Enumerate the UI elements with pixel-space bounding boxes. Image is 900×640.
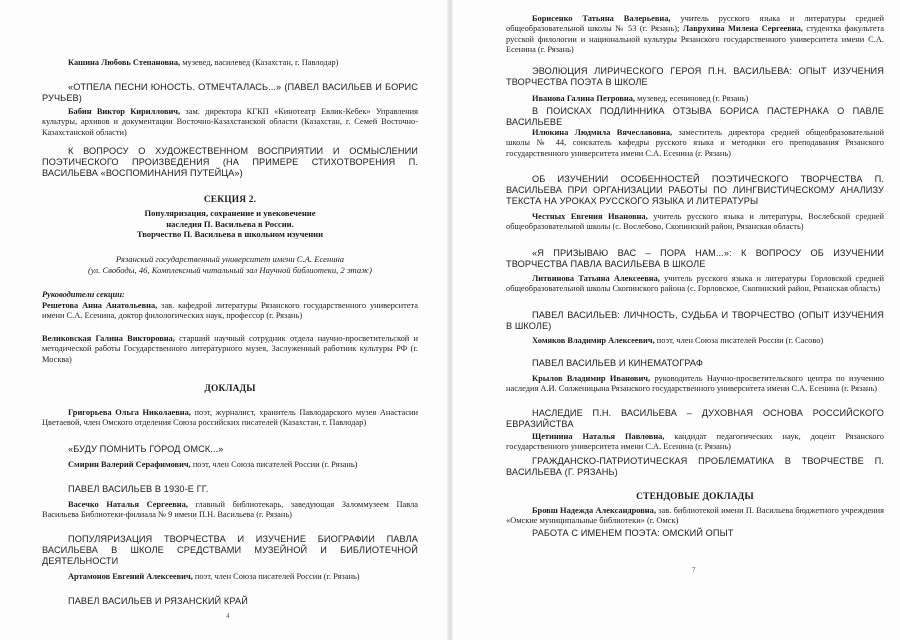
- participant-name: Хомяков Владимир Алексеевич,: [532, 336, 655, 345]
- participant-name: Илюкина Людмила Вячеславовна,: [532, 128, 673, 137]
- participant-name: Честных Евгения Ивановна,: [532, 212, 648, 221]
- participant-name: Иванова Галина Петровна,: [532, 94, 636, 103]
- reports-heading: ДОКЛАДЫ: [204, 384, 256, 394]
- participant-affiliation: учитель русского языка и литературы средней общеобразовательной школы № 53 (г. Рязань);: [506, 14, 884, 34]
- posters-heading: СТЕНДОВЫЕ ДОКЛАДЫ: [636, 492, 754, 502]
- participant-name: Григорьева Ольга Николаевна,: [68, 408, 191, 417]
- report-topic: «БУДУ ПОМНИТЬ ГОРОД ОМСК...»: [68, 444, 224, 454]
- report-topic: ПАВЕЛ ВАСИЛЬЕВ: ЛИЧНОСТЬ, СУДЬБА И ТВОРЧЕСТВО (ОПЫТ ИЗУЧЕНИЯ В ШКОЛЕ): [506, 310, 884, 331]
- report-topic: ПАВЕЛ ВАСИЛЬЕВ И РЯЗАНСКИЙ КРАЙ: [68, 596, 248, 606]
- section-leader: [42, 301, 418, 322]
- venue-address: (ул. Свободы, 46, Комплексный читальный зал Научной библиотеки, 2 этаж): [87, 264, 373, 275]
- participant-entry: [506, 212, 884, 233]
- participant-name: Бровш Надежда Александровна,: [532, 506, 656, 515]
- participant-affiliation: главный библиотекарь, заведующая Заломмузеем Павла Васильева Библиотеки-филиала № 9 имени П.Н. Васильева (г. Рязань): [42, 500, 418, 520]
- participant-name: Борисенко Татьяна Валерьевна,: [532, 14, 671, 23]
- leader-name: Великовская Галина Викторовна,: [42, 334, 175, 343]
- participant-affiliation: поэт, журналист, хранитель Павлодарского музея Анастасии Цветаевой, член Омского отделения Союза российских писателей (Казахстан, г. Павлодар): [42, 408, 419, 428]
- venue-name: Рязанский государственный университет имени С.А. Есенина: [115, 254, 345, 264]
- report-topic: ПАВЕЛ ВАСИЛЬЕВ В 1930-Е ГГ.: [68, 484, 209, 494]
- participant-affiliation: учитель русского языка и литературы, Вослебской средней общеобразовательной школы (с. Вослебово, Скопинский район, Рязанская область): [506, 212, 885, 232]
- participant-name: Смирин Валерий Серафимович,: [68, 460, 191, 469]
- leader-affiliation: старший научный сотрудник отдела научно-просветительской и методической работы Государственного литературного музея, Заслуженный работник культуры РФ (г. Москва): [42, 334, 418, 364]
- participant-entry: [42, 408, 418, 429]
- report-topic: В ПОИСКАХ ПОДЛИННИКА ОТЗЫВА БОРИСА ПАСТЕРНАКА О ПАВЛЕ ВАСИЛЬЕВЕ: [506, 106, 884, 127]
- report-topic: ГРАЖДАНСКО-ПАТРИОТИЧЕСКАЯ ПРОБЛЕМАТИКА В ТВОРЧЕСТВЕ П. ВАСИЛЬЕВА (Г. РЯЗАНЬ): [506, 456, 884, 477]
- participant-entry: [42, 58, 418, 68]
- participant-name: Васечко Наталья Сергеевна,: [68, 500, 188, 509]
- participant-affiliation: зав. библиотекой имени П. Васильева бюджетного учреждения «Омские муниципальные библиотеки» (г. Омск): [506, 506, 885, 526]
- participant-entry: [42, 572, 418, 582]
- participant-entry: [506, 374, 884, 395]
- report-topic: ПАВЕЛ ВАСИЛЬЕВ И КИНЕМАТОГРАФ: [532, 358, 703, 368]
- report-topic: К ВОПРОСУ О ХУДОЖЕСТВЕННОМ ВОСПРИЯТИИ И ОСМЫСЛЕНИИ ПОЭТИЧЕСКОГО ПРОИЗВЕДЕНИЯ (НА ПРИМЕРЕ СТИХОТВОРЕНИЯ П. ВАСИЛЬЕВА «ВОСПОМИНАНИЯ ПУТЕЙЦА»): [42, 146, 418, 178]
- participant-affiliation: музевед, есениновед (г. Рязань): [637, 94, 749, 103]
- participant-entry: [506, 14, 884, 56]
- participant-entry: [506, 506, 884, 527]
- participant-affiliation: студентка факультета русской филологии и национальной культуры Рязанского государственного университета имени С.А. Есенина (г. Рязань): [506, 24, 884, 55]
- section-venue: [42, 254, 418, 275]
- participant-affiliation: заместитель директора средней общеобразовательной школы № 44, соискатель кафедры русского языка и методики его преподавания Рязанского государственного университета имени С.А. Есенина (г. Рязань): [506, 128, 884, 158]
- report-topic: «ОТПЕЛА ПЕСНИ ЮНОСТЬ. ОТМЕЧТАЛАСЬ...» (ПАВЕЛ ВАСИЛЬЕВ И БОРИС РУЧЬЕВ): [42, 82, 418, 103]
- participant-entry: [506, 128, 884, 159]
- report-topic: ОБ ИЗУЧЕНИИ ОСОБЕННОСТЕЙ ПОЭТИЧЕСКОГО ТВОРЧЕСТВА П. ВАСИЛЬЕВА ПРИ ОРГАНИЗАЦИИ РАБОТЫ ПО ЛИНГВИСТИЧЕСКОМУ АНАЛИЗУ ТЕКСТА НА УРОКАХ РУССКОГО ЯЗЫКА И ЛИТЕРАТУРЫ: [506, 174, 884, 206]
- report-topic: РАБОТА С ИМЕНЕМ ПОЭТА: ОМСКИЙ ОПЫТ: [532, 528, 734, 538]
- participant-name: Литвинова Татьяна Алексеевна,: [532, 274, 660, 283]
- report-topic: ЭВОЛЮЦИЯ ЛИРИЧЕСКОГО ГЕРОЯ П.Н. ВАСИЛЬЕВА: ОПЫТ ИЗУЧЕНИЯ ТВОРЧЕСТВА ПОЭТА В ШКОЛЕ: [506, 66, 884, 87]
- participant-name: Кашина Любовь Степановна,: [68, 58, 181, 67]
- section-leader: [42, 334, 418, 365]
- section-title: СЕКЦИЯ 2.: [203, 195, 257, 205]
- participant-affiliation: поэт, член Союза писателей России (г. Рязань): [194, 572, 360, 581]
- participant-affiliation: зам. директора КГКП «Кинотеатр Евлик-Кебек» Управления культуры, архивов и документации Восточно-Казахстанской области (Казахстан, г. Семей Восточно-Казахстанской области): [42, 107, 419, 137]
- participant-affiliation: кандидат педагогических наук, доцент Рязанского государственного университета имени С.А. Есенина (г. Рязань): [506, 432, 884, 452]
- page-number: 4: [226, 612, 230, 620]
- participant-name: Артамонов Евгений Алексеевич,: [68, 572, 193, 581]
- report-topic: НАСЛЕДИЕ П.Н. ВАСИЛЬЕВА – ДУХОВНАЯ ОСНОВА РОССИЙСКОГО ЕВРАЗИЙСТВА: [506, 408, 884, 429]
- participant-name: Крылов Владимир Иванович,: [532, 374, 651, 383]
- participant-entry: [506, 94, 884, 104]
- participant-entry: [506, 432, 884, 453]
- participant-affiliation: учитель русского языка и литературы Горловской средней общеобразовательной школы Скопинского района (с. Горловское, Скопинский район, Рязанская область): [506, 274, 884, 294]
- participant-entry: [42, 500, 418, 521]
- participant-name: Щетинина Наталья Павловна,: [532, 432, 665, 441]
- leader-affiliation: зав. кафедрой литературы Рязанского государственного университета имени С.А. Есенина, доктор филологических наук, профессор (г. Рязань): [42, 301, 418, 321]
- right-page: [450, 0, 900, 640]
- participant-name: Лаврухина Милена Сергеевна,: [682, 24, 803, 34]
- leader-name: Решетова Анна Анатольевна,: [42, 301, 158, 310]
- section-leaders-label: Руководители секции:: [42, 290, 125, 299]
- page-number: 7: [692, 566, 696, 574]
- participant-entry: [506, 274, 884, 295]
- participant-name: Бабин Виктор Кириллович,: [68, 107, 181, 116]
- participant-entry: [42, 107, 418, 138]
- participant-affiliation: поэт, член Союза писателей России (г. Сасово): [656, 336, 824, 345]
- participant-entry: [42, 460, 418, 470]
- participant-affiliation: руководитель Научно-просветительского центра по изучению наследия А.И. Солженицына Рязанского государственного университета имени С.А. Есенина (г. Рязань): [506, 374, 885, 394]
- section-theme: Популяризация, сохранение и увековечение наследия П. Васильева в России. Творчество П. Васильева в школьном изучении: [136, 208, 324, 240]
- report-topic: ПОПУЛЯРИЗАЦИЯ ТВОРЧЕСТВА И ИЗУЧЕНИЕ БИОГРАФИИ ПАВЛА ВАСИЛЬЕВА В ШКОЛЕ СРЕДСТВАМИ МУЗЕЙНОЙ И БИБЛИОТЕЧНОЙ ДЕЯТЕЛЬНОСТИ: [42, 534, 418, 566]
- participant-affiliation: музевед, василевед (Казахстан, г. Павлодар): [182, 58, 339, 67]
- report-topic: «Я ПРИЗЫВАЮ ВАС – ПОРА НАМ...»: К ВОПРОСУ ОБ ИЗУЧЕНИИ ТВОРЧЕСТВА ПАВЛА ВАСИЛЬЕВА В ШКОЛЕ: [506, 248, 884, 269]
- participant-entry: [506, 336, 884, 346]
- participant-affiliation: поэт, член Союза писателей России (г. Рязань): [192, 460, 358, 469]
